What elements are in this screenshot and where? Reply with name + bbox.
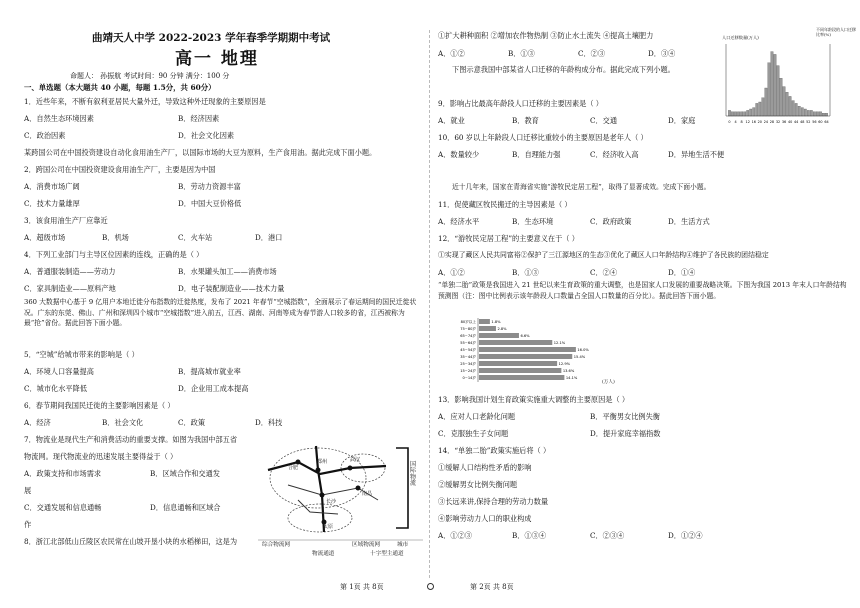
logistics-map-figure (258, 440, 423, 552)
map-label-city1: 郑州 (317, 459, 328, 465)
migration-tick-label: 12 (745, 120, 750, 124)
question-9: 9．影响占比最高年龄段人口迁移的主要因素是（ ） (438, 99, 603, 108)
option-10a[interactable]: A．数量较少 (438, 150, 480, 159)
city-dot (320, 493, 325, 498)
option-2d[interactable]: D．中国大豆价格低 (178, 199, 242, 208)
question-14-statement-4: ④影响劳动力人口的职业构成 (438, 514, 532, 523)
option-1b[interactable]: B．经济因素 (178, 114, 220, 123)
option-7a[interactable]: A．政策支持和市场需求 (24, 469, 102, 478)
migration-tick-label: 8 (740, 120, 743, 124)
option-4b[interactable]: B．水果罐头加工——消费市场 (178, 267, 277, 276)
age-value-label: 12.1% (553, 341, 566, 346)
migration-bar (825, 113, 827, 116)
migration-bar (816, 112, 818, 116)
migration-bar (743, 112, 745, 116)
option-7b-wrap: 展 (24, 486, 32, 495)
map-label-city4: 南昌 (362, 491, 373, 497)
migration-bar (786, 92, 788, 116)
map-label-city3: 长沙 (326, 499, 337, 505)
option-8b[interactable]: B．①③ (508, 49, 535, 58)
option-3d[interactable]: D．港口 (255, 233, 283, 242)
map-label-city2: 武汉 (350, 457, 361, 463)
section-heading: 一、单选题（本大题共 40 小题，每题 1.5分，共 60分） (24, 83, 216, 92)
migration-bar (798, 106, 800, 116)
option-5b[interactable]: B．提高城市就业率 (178, 367, 241, 376)
migration-tick-label: 64 (824, 120, 829, 124)
migration-bar (762, 98, 764, 116)
age-value-label: 16.0% (577, 348, 589, 353)
migration-bar (819, 112, 821, 116)
migration-bar (753, 108, 755, 116)
option-4c[interactable]: C．家具制造业——原料产地 (24, 284, 116, 293)
age-category-label: 15~24岁 (460, 369, 476, 374)
exam-subject: 高一 地理 (175, 49, 259, 69)
migration-bar (771, 52, 773, 116)
option-13d[interactable]: D．提升家庭幸福指数 (590, 429, 661, 438)
legend-item-1: 综合物流网 (262, 542, 290, 548)
question-12: 12．“游牧民定居工程”的主要意义在于（ ） (438, 234, 579, 243)
option-4a[interactable]: A．普通服装制造——劳动力 (24, 267, 116, 276)
migration-bar (801, 108, 803, 116)
chart-left-axis-label: 人口迁移数量(万人) (722, 35, 759, 40)
option-1a[interactable]: A．自然生态环境因素 (24, 114, 94, 123)
age-chart-unit: (万人) (602, 380, 615, 385)
migration-tick-label: 40 (787, 120, 793, 124)
option-9a[interactable]: A．就业 (438, 116, 465, 125)
migration-tick-label: 16 (751, 120, 756, 124)
option-12a[interactable]: A．①② (438, 268, 465, 277)
age-bar (479, 319, 490, 324)
migration-tick-label: 32 (775, 120, 781, 124)
page-footer-2: 第 2页 共 8页 (470, 583, 514, 591)
option-8a[interactable]: A．①② (438, 49, 465, 58)
migration-bar (768, 63, 770, 116)
migration-tick-label: 44 (794, 120, 799, 124)
question-7-line1: 7．物流业是现代生产和消费活动的重要支撑。如图为我国中部五省 (24, 435, 238, 444)
map-label-city6: 太原 (323, 524, 334, 530)
migration-bar (731, 112, 733, 116)
migration-bar (807, 110, 809, 116)
option-9b[interactable]: B．教育 (512, 116, 539, 125)
age-value-label: 6.6% (520, 334, 530, 339)
migration-bar (789, 96, 791, 116)
option-13c[interactable]: C．克服独生子女问题 (438, 429, 509, 438)
option-10d[interactable]: D．异地生活不便 (668, 150, 725, 159)
question-2: 2．跨国公司在中国投资建设食用油生产厂，主要是因为中国 (24, 165, 216, 174)
option-11a[interactable]: A．经济水平 (438, 217, 480, 226)
option-10c[interactable]: C．经济收入高 (590, 150, 639, 159)
option-12b[interactable]: B．①③ (512, 268, 539, 277)
passage-11-12: 近十几年来，国家在青海省实施“游牧民定居工程”，取得了显著成效。完成下面小题。 (452, 183, 711, 191)
chart-right-axis-label: 不同年龄段的人口迁移比率(%) (816, 27, 856, 37)
option-14d[interactable]: D．①②④ (668, 531, 703, 540)
option-7d[interactable]: D．信息通畅和区域合 (150, 503, 221, 512)
option-13a[interactable]: A．应对人口老龄化问题 (438, 412, 516, 421)
migration-tick-label: 56 (812, 120, 817, 124)
option-6c[interactable]: C．政策 (178, 418, 206, 427)
option-2b[interactable]: B．劳动力资源丰富 (178, 182, 241, 191)
migration-tick-label: 36 (781, 120, 787, 124)
page-footer-1: 第 1页 共 8页 (340, 583, 384, 591)
migration-bar (756, 103, 758, 116)
question-8: 8．浙江北部低山丘陵区农民常在山坡开垦小块的水稻梯田，这是为 (24, 537, 238, 546)
migration-tick-label: 48 (800, 120, 805, 124)
exam-meta: 命题人： 孙振航 考试时间：90 分钟 满分：100 分 (70, 72, 230, 80)
question-14-statement-2: ②缓解男女比例失衡问题 (438, 480, 518, 489)
migration-bar (822, 113, 824, 116)
age-category-label: 0~14岁 (462, 376, 476, 381)
migration-tick-label: 52 (806, 120, 811, 124)
option-5d[interactable]: D．企业用工成本提高 (178, 384, 249, 393)
option-10b[interactable]: B．自理能力强 (512, 150, 561, 159)
option-3c[interactable]: C．火车站 (178, 233, 213, 242)
question-11: 11．促使藏区牧民搬迁的主导因素是（ ） (438, 200, 572, 209)
migration-bar (728, 110, 730, 116)
option-12d[interactable]: D．①④ (668, 268, 696, 277)
option-14c[interactable]: C．②③④ (590, 531, 625, 540)
age-bar (479, 347, 576, 352)
migration-bar (746, 110, 748, 116)
option-14a[interactable]: A．①②③ (438, 531, 472, 540)
option-11c[interactable]: C．政府政策 (590, 217, 632, 226)
passage-9-10: 下图示意我国中部某省人口迁移的年龄构成分布。据此完成下列小题。 (452, 65, 675, 74)
option-2c[interactable]: C．技术力量雄厚 (24, 199, 80, 208)
question-3: 3．该食用油生产厂应靠近 (24, 216, 108, 225)
question-1: 1．近些年来，不断有叙利亚居民大量外迁，导致这种外迁现象的主要原因是 (24, 97, 266, 106)
legend-item-3: 城市 (397, 542, 409, 548)
option-6d[interactable]: D．科技 (255, 418, 283, 427)
legend-item-2: 区域物流网 (352, 542, 380, 548)
option-7c[interactable]: C．交通发展和信息通畅 (24, 503, 102, 512)
migration-bar (783, 87, 785, 116)
age-value-label: 12.9% (558, 362, 571, 367)
migration-bar (765, 88, 767, 116)
option-8d[interactable]: D．③④ (648, 49, 676, 58)
migration-bar (734, 112, 736, 116)
city-dot (348, 466, 353, 471)
option-7b[interactable]: B．区域合作和交通发 (150, 469, 220, 478)
migration-tick-label: 24 (763, 120, 769, 124)
question-14-statement-1: ①缓解人口结构性矛盾的影响 (438, 463, 532, 472)
population-age-chart (448, 316, 598, 386)
question-6: 6．春节期间我国民迁徙的主要影响因素是（ ） (24, 401, 175, 410)
migration-age-chart (712, 28, 852, 128)
age-category-label: 55~64岁 (460, 341, 476, 346)
question-8-statements: ①扩大耕种面积 ②增加农作物热制 ③防止水土流失 ④提高土壤肥力 (438, 31, 654, 40)
question-14-statement-3: ③长远来讲,保持合理的劳动力数量 (438, 497, 549, 506)
city-dot (296, 460, 301, 465)
map-label-international: 国际物流 (410, 461, 417, 487)
age-bar (479, 368, 561, 373)
migration-bar (804, 109, 806, 116)
age-category-label: 75~80岁 (460, 327, 476, 332)
question-4: 4．下列工业部门与主导区位因素的连线，正确的是（ ） (24, 250, 204, 259)
migration-bar (780, 78, 782, 116)
age-category-label: 45~54岁 (460, 348, 476, 353)
option-3a[interactable]: A．超级市场 (24, 233, 66, 242)
age-bar (479, 361, 557, 366)
age-bar (479, 375, 564, 380)
option-5c[interactable]: C．城市化水平降低 (24, 384, 88, 393)
option-8c[interactable]: C．②③ (578, 49, 606, 58)
exam-title: 曲靖天人中学 2022-2023 学年春季学期期中考试 (92, 32, 331, 44)
option-3b[interactable]: B．机场 (102, 233, 129, 242)
migration-bar (759, 102, 761, 116)
migration-tick-label: 20 (757, 120, 762, 124)
option-5a[interactable]: A．环境人口容量提高 (24, 367, 94, 376)
option-9d[interactable]: D．家庭 (668, 116, 696, 125)
option-2a[interactable]: A．消费市场广阔 (24, 182, 80, 191)
option-11b[interactable]: B．生态环境 (512, 217, 554, 226)
city-dot (356, 486, 361, 491)
age-category-label: 65~74岁 (460, 334, 476, 339)
migration-tick-label: 28 (769, 120, 775, 124)
option-13b[interactable]: B．平衡男女比例失衡 (590, 412, 660, 421)
migration-tick-label: 60 (818, 120, 823, 124)
option-11d[interactable]: D．生活方式 (668, 217, 710, 226)
age-bar (479, 326, 496, 331)
option-12c[interactable]: C．②④ (590, 268, 618, 277)
question-5: 5．“空城”给城市带来的影响是（ ） (24, 350, 139, 359)
option-4d[interactable]: D．电子装配制造业——技术力量 (178, 284, 285, 293)
option-9c[interactable]: C．交通 (590, 116, 618, 125)
option-1d[interactable]: D．社会文化因素 (178, 131, 235, 140)
city-dot (316, 468, 321, 473)
age-bar (479, 333, 519, 338)
legend-item-5: 十字型主通道 (370, 551, 404, 557)
age-value-label: 15.4% (573, 355, 586, 360)
international-logistics-bracket (396, 448, 408, 528)
question-14: 14．“单独二胎”政策实施后将（ ） (438, 446, 551, 455)
legend-item-4: 物流通道 (312, 551, 335, 557)
migration-bar (792, 101, 794, 116)
migration-bar (810, 110, 812, 116)
migration-bar (737, 112, 739, 116)
option-14b[interactable]: B．①③④ (512, 531, 547, 540)
age-bar (479, 354, 572, 359)
age-value-label: 13.6% (562, 369, 575, 374)
age-category-label: 35~44岁 (460, 355, 476, 360)
migration-bar (777, 66, 779, 116)
option-1c[interactable]: C．政治因素 (24, 131, 66, 140)
passage-2-3: 某跨国公司在中国投资建设自动化食用油生产厂，以国际市场的大豆为原料，生产食用油。据此完成下面小题。 (24, 148, 377, 157)
option-6a[interactable]: A．经济 (24, 418, 51, 427)
age-value-label: 2.8% (497, 327, 507, 332)
option-6b[interactable]: B．社会文化 (102, 418, 144, 427)
passage-5-6: 360 大数据中心基于 9 亿用户本地迁徙分布指数的迁徙热度，发布了 2021 年春节“空城指数”，全面展示了春运期间的国民迁徙状况。广东的东莞、佛山、广州和深圳四个城市“空城指数”进入前五，江西、湖南、河南等成为春节游人口较多的省，江西被称为最“抢”省份。据此回答下面小题。 (24, 298, 417, 328)
migration-bar (750, 109, 752, 116)
page-2 (430, 0, 860, 608)
migration-tick-label: 0 (728, 120, 731, 124)
question-7-line2: 物流网。现代物流业的迅速发展主要得益于（ ） (24, 452, 178, 461)
option-7d-wrap: 作 (24, 520, 32, 529)
map-label-city5: 合肥 (288, 465, 299, 471)
migration-bar (774, 54, 776, 116)
age-category-label: 80岁以上 (460, 320, 476, 325)
question-13: 13．影响我国计划生育政策实施重大调整的主要原因是（ ） (438, 395, 630, 404)
migration-bar (740, 112, 742, 116)
question-10: 10．60 岁以上年龄段人口迁移比重较小的主要原因是老年人（ ） (438, 133, 648, 142)
migration-bar (813, 112, 815, 116)
age-category-label: 25~34岁 (460, 362, 476, 367)
question-12-statements: ①实现了藏区人民共同富裕②保护了三江源地区的生态③优化了藏区人口年龄结构④维护了各民族的团结稳定 (438, 251, 769, 259)
migration-bar (795, 103, 797, 116)
migration-tick-label: 4 (734, 120, 737, 124)
age-value-label: 1.8% (491, 320, 501, 325)
age-value-label: 14.1% (565, 376, 578, 381)
passage-13-14: “单独二胎”政策是我国进入 21 世纪以来生育政策的重大调整，也是国家人口发展的重要战略决策。下图为我国 2013 年末人口年龄结构预测图（注：图中比例表示该年龄段人口数量占全国人口数量的百分比）。据此回答下面小题。 (438, 281, 847, 300)
age-bar (479, 340, 552, 345)
